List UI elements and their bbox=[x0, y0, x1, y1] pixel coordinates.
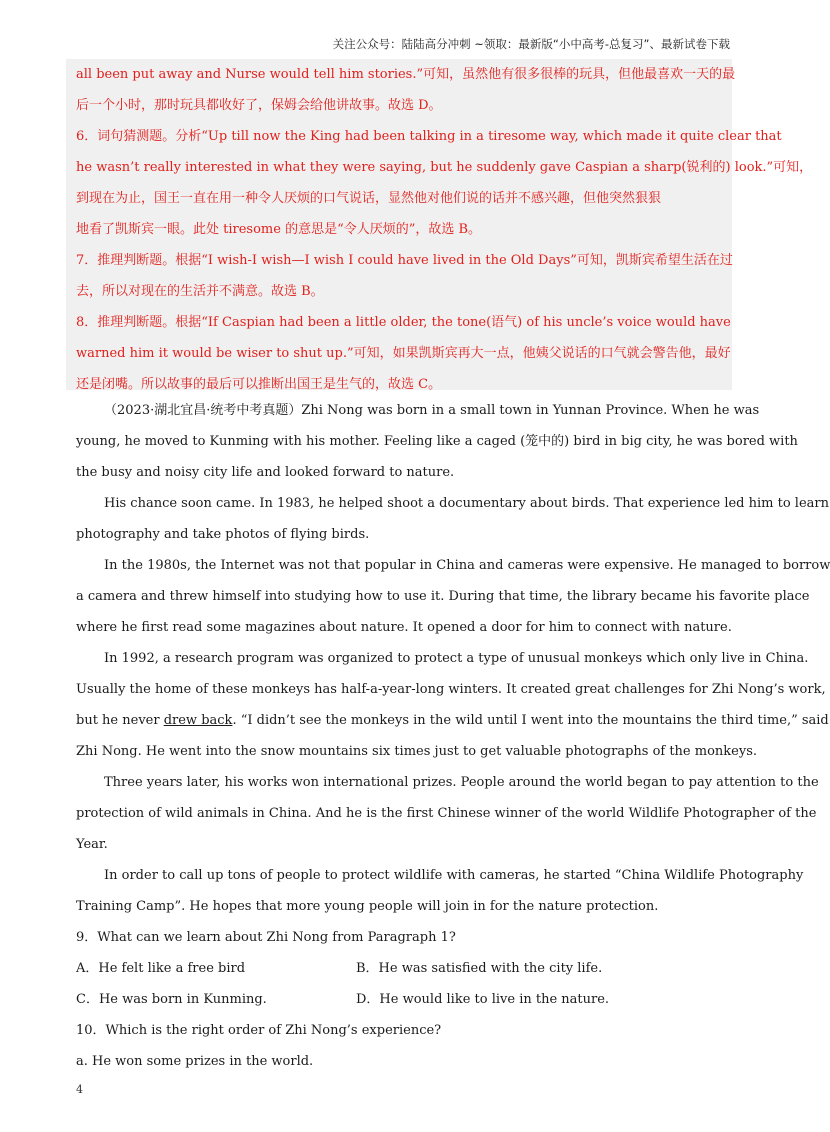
passage-line: In 1992, a research program was organized to protect a type of unusual monkeys which only live in China. bbox=[104, 651, 809, 666]
passage-line: Usually the home of these monkeys has half-a-year-long winters. It created great challenges for Zhi Nong’s work, bbox=[76, 682, 826, 697]
passage-line: young, he moved to Kunming with his mother. Feeling like a caged (笼中的) bird in big city, he was bored with bbox=[76, 434, 798, 449]
option-d: D．He would like to live in the nature. bbox=[356, 992, 610, 1007]
answer-line: all been put away and Nurse would tell him stories.”可知，虽然他有很多很棒的玩具，但他最喜欢一天的最 bbox=[76, 67, 736, 82]
passage-line bbox=[76, 705, 829, 736]
passage-line: His chance soon came. In 1983, he helped shoot a documentary about birds. That experience led him to learn bbox=[104, 496, 829, 511]
passage-line: （2023·湖北宜昌·统考中考真题）Zhi Nong was born in a small town in Yunnan Province. When he was bbox=[104, 403, 760, 418]
page-number: 4 bbox=[76, 1083, 83, 1096]
passage-line: Three years later, his works won international prizes. People around the world began to pay attention to the bbox=[104, 775, 819, 790]
passage-line: where he first read some magazines about nature. It opened a door for him to connect with nature. bbox=[76, 620, 732, 635]
passage-line: Zhi Nong. He went into the snow mountains six times just to get valuable photographs of the monkeys. bbox=[76, 744, 758, 759]
answer-line: warned him it would be wiser to shut up.”可知，如果凯斯宾再大一点，他姨父说话的口气就会警告他，最好 bbox=[76, 346, 731, 361]
option-c: C．He was born in Kunming. bbox=[76, 992, 267, 1007]
answer-line: he wasn’t really interested in what they were saying, but he suddenly gave Caspian a sharp(锐利的) look.”可知， bbox=[76, 160, 813, 175]
page-header: 关注公众号：陆陆高分冲刺 ~领取：最新版“小中高考-总复习”、最新试卷下载 bbox=[332, 37, 730, 51]
question-10-item-a: a. He won some prizes in the world. bbox=[76, 1054, 314, 1069]
answer-explanation-box bbox=[66, 59, 813, 392]
answer-line: 7．推理判断题。根据“I wish-I wish—I wish I could have lived in the Old Days”可知，凯斯宾希望生活在过 bbox=[76, 253, 733, 268]
underlined-phrase: drew back bbox=[163, 713, 233, 728]
reading-passage bbox=[76, 395, 830, 1077]
answer-line: 地看了凯斯宾一眼。此处 tiresome 的意思是“令人厌烦的”，故选 B。 bbox=[76, 222, 482, 237]
question-9-stem: 9．What can we learn about Zhi Nong from Paragraph 1? bbox=[76, 930, 456, 945]
passage-line: Training Camp”. He hopes that more young people will join in for the nature protection. bbox=[76, 899, 659, 914]
passage-line: In the 1980s, the Internet was not that popular in China and cameras were expensive. He managed to borrow bbox=[104, 558, 830, 573]
passage-line: photography and take photos of flying birds. bbox=[76, 527, 370, 542]
passage-line: protection of wild animals in China. And he is the first Chinese winner of the world Wildlife Photographer of the bbox=[76, 806, 817, 821]
option-b: B．He was satisfied with the city life. bbox=[356, 961, 603, 976]
passage-line: Year. bbox=[76, 837, 108, 852]
answer-line: 去，所以对现在的生活并不满意。故选 B。 bbox=[76, 284, 324, 299]
question-9-options-row-1 bbox=[76, 953, 724, 984]
option-a: A．He felt like a free bird bbox=[76, 961, 246, 976]
answer-line: 后一个小时，那时玩具都收好了，保姆会给他讲故事。故选 D。 bbox=[76, 98, 442, 113]
question-9-options-row-2 bbox=[76, 984, 724, 1015]
passage-line: In order to call up tons of people to protect wildlife with cameras, he started “China Wildlife Photography bbox=[104, 868, 804, 883]
answer-line: 还是闭嘴。所以故事的最后可以推断出国王是生气的，故选 C。 bbox=[76, 377, 442, 392]
answer-line: 8．推理判断题。根据“If Caspian had been a little older, the tone(语气) of his uncle’s voice would have bbox=[76, 315, 731, 330]
question-10-stem: 10．Which is the right order of Zhi Nong’s experience? bbox=[76, 1023, 442, 1038]
passage-text: but he never bbox=[76, 713, 164, 728]
passage-line: a camera and threw himself into studying how to use it. During that time, the library became his favorite place bbox=[76, 589, 810, 604]
answer-line: 到现在为止，国王一直在用一种令人厌烦的口气说话，显然他对他们说的话并不感兴趣，但他突然狠狠 bbox=[76, 191, 662, 206]
passage-text: . “I didn’t see the monkeys in the wild until I went into the mountains the third time,” said bbox=[232, 713, 829, 728]
passage-line: the busy and noisy city life and looked forward to nature. bbox=[76, 465, 455, 480]
answer-line: 6．词句猜测题。分析“Up till now the King had been talking in a tiresome way, which made it quite clear that bbox=[76, 129, 782, 144]
